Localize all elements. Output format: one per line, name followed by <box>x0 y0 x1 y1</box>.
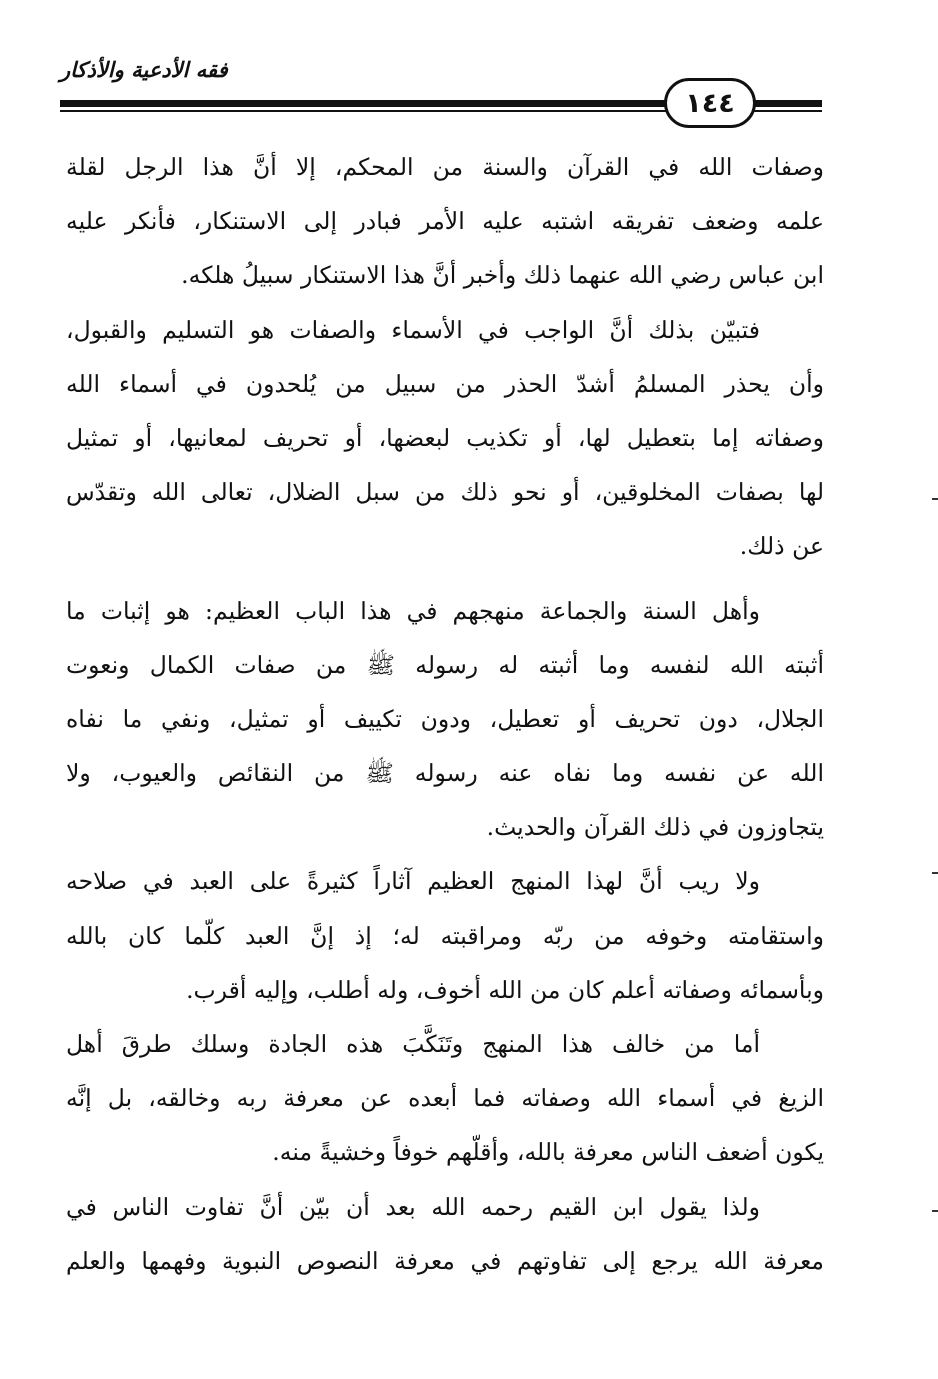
text-line: علمه وضعف تفريقه اشتبه عليه الأمر فبادر إلى الاستنكار، فأنكر عليه <box>66 207 824 236</box>
text-line: يكون أضعف الناس معرفة بالله، وأقلّهم خوفاً وخشيةً منه. <box>272 1138 824 1167</box>
text-line: وبأسمائه وصفاته أعلم كان من الله أخوف، وله أطلب، وإليه أقرب. <box>186 975 824 1004</box>
running-title: فقه الأدعية والأذكار <box>60 58 228 82</box>
text-line: عن ذلك. <box>739 532 824 561</box>
body-text <box>66 140 824 1288</box>
text-line: الزيغ في أسماء الله وصفاته فما أبعده عن معرفة ربه وخالقه، بل إنَّه <box>66 1084 824 1113</box>
text-line: وصفات الله في القرآن والسنة من المحكم، إلا أنَّ هذا الرجل لقلة <box>66 153 824 181</box>
text-line: وأهل السنة والجماعة منهجهم في هذا الباب العظيم: هو إثبات ما <box>66 596 760 625</box>
text-line: فتبيّن بذلك أنَّ الواجب في الأسماء والصفات هو التسليم والقبول، <box>66 315 760 344</box>
margin-mark <box>932 498 938 500</box>
margin-mark <box>932 872 938 874</box>
text-line: وأن يحذر المسلمُ أشدّ الحذر من سبيل من يُلحدون في أسماء الله <box>66 369 824 398</box>
page-number: ١٤٤ <box>685 87 735 119</box>
text-line: لها بصفات المخلوقين، أو نحو ذلك من سبل الضلال، تعالى الله وتقدّس <box>66 478 824 507</box>
text-line: الله عن نفسه وما نفاه عنه رسوله ﷺ من النقائص والعيوب، ولا <box>66 759 824 788</box>
text-line: وصفاته إما بتعطيل لها، أو تكذيب لبعضها، أو تحريف لمعانيها، أو تمثيل <box>66 423 824 452</box>
text-line: ولا ريب أنَّ لهذا المنهج العظيم آثاراً كثيرةً على العبد في صلاحه <box>66 867 760 896</box>
paragraph-gap <box>66 574 824 584</box>
page-number-badge <box>664 78 756 128</box>
text-line: معرفة الله يرجع إلى تفاوتهم في معرفة النصوص النبوية وفهمها والعلم <box>66 1246 824 1275</box>
text-line: ابن عباس رضي الله عنهما ذلك وأخبر أنَّ هذا الاستنكار سبيلُ هلكه. <box>181 261 824 290</box>
text-line: الجلال، دون تحريف أو تعطيل، ودون تكييف أو تمثيل، ونفي ما نفاه <box>66 704 824 733</box>
text-line: ولذا يقول ابن القيم رحمه الله بعد أن بيّن أنَّ تفاوت الناس في <box>66 1192 760 1221</box>
text-line: أما من خالف هذا المنهج وتَنَكَّبَ هذه الجادة وسلك طرقَ أهل <box>66 1030 760 1058</box>
text-line: يتجاوزون في ذلك القرآن والحديث. <box>486 813 824 842</box>
text-line: أثبته الله لنفسه وما أثبته له رسوله ﷺ من صفات الكمال ونعوت <box>66 650 824 679</box>
text-line: واستقامته وخوفه من ربّه ومراقبته له؛ إذ إنَّ العبد كلّما كان بالله <box>66 921 824 950</box>
margin-mark <box>932 1210 938 1212</box>
